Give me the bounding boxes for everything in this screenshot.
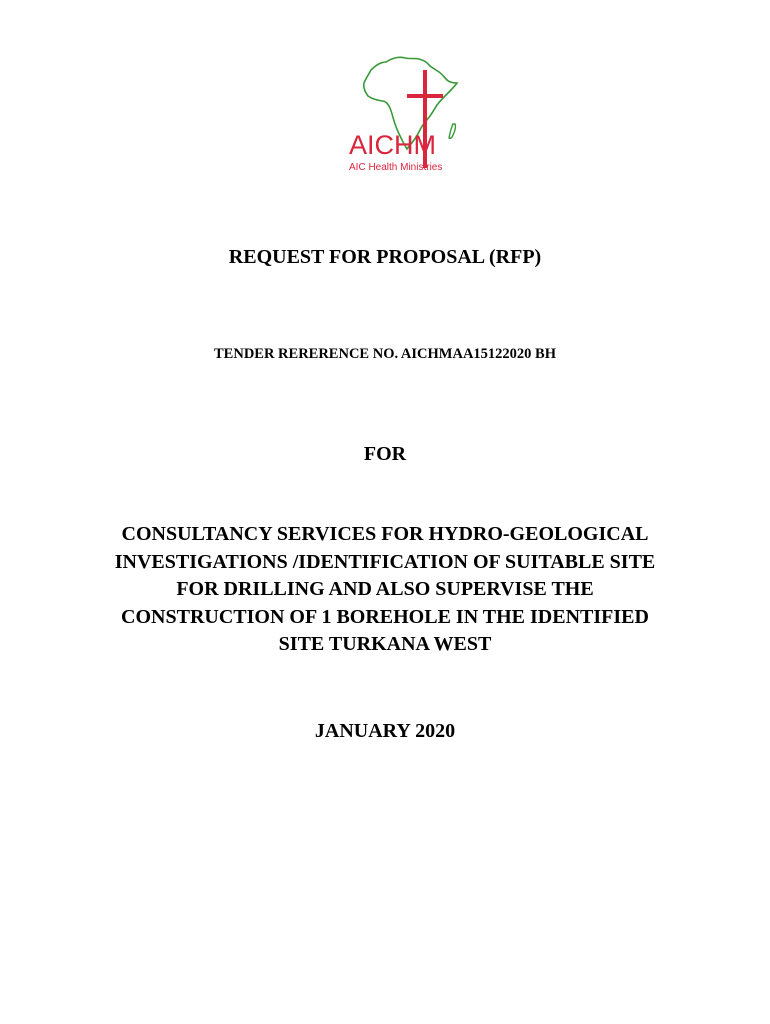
subject-block bbox=[0, 521, 770, 659]
document-title: REQUEST FOR PROPOSAL (RFP) bbox=[228, 246, 542, 268]
subject-line: CONSULTANCY SERVICES FOR HYDRO-GEOLOGICAL bbox=[121, 523, 649, 545]
africa-cross-icon bbox=[335, 50, 470, 180]
subject-line: FOR DRILLING AND ALSO SUPERVISE THE bbox=[176, 578, 594, 600]
tender-reference: TENDER RERERENCE NO. AICHMAA15122020 BH bbox=[214, 346, 556, 362]
for-label: FOR bbox=[363, 443, 407, 465]
logo-subtitle: AIC Health Ministries bbox=[349, 162, 443, 173]
subject-line: INVESTIGATIONS /IDENTIFICATION OF SUITABLE SITE bbox=[114, 550, 656, 573]
subject-line: CONSTRUCTION OF 1 BOREHOLE IN THE IDENTIFIED bbox=[121, 605, 649, 628]
aichm-logo bbox=[335, 50, 470, 180]
document-date: JANUARY 2020 bbox=[314, 720, 456, 742]
logo-wordmark: AICHM bbox=[349, 130, 436, 160]
cross-horizontal bbox=[407, 94, 443, 98]
subject-line: SITE TURKANA WEST bbox=[278, 633, 492, 655]
madagascar-outline bbox=[449, 124, 455, 138]
